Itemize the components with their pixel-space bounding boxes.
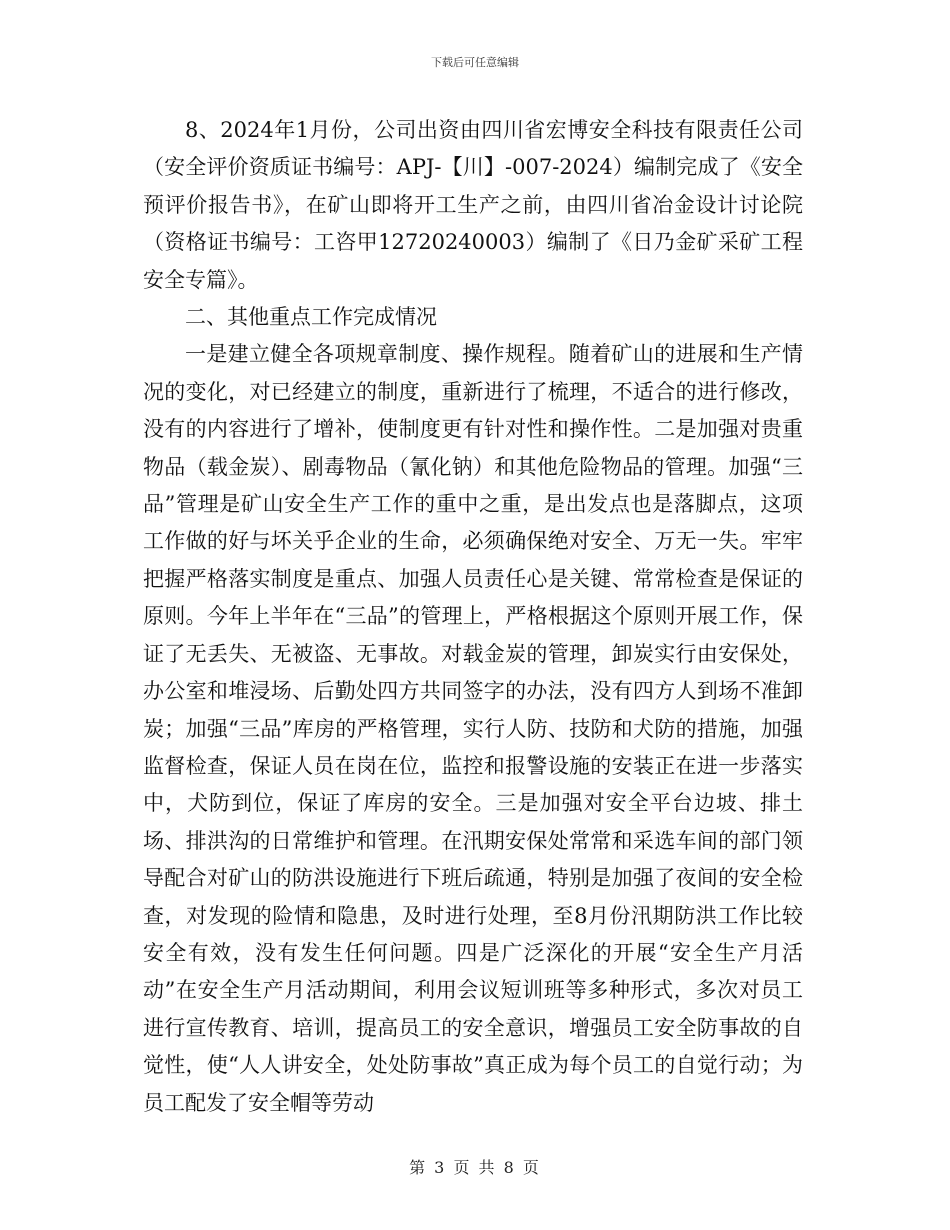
paragraph-other-work: 一是建立健全各项规章制度、操作规程。随着矿山的进展和生产情况的变化，对已经建立的制度，重新进行了梳理，不适合的进行修改，没有的内容进行了增补，使制度更有针对性和操作性。二是加强对贵重物品（载金炭）、剧毒物品（氰化钠）和其他危险物品的管理。加强“三品”管理是矿山安全生产工作的重中之重，是出发点也是落脚点，这项工作做的好与坏关乎企业的生命，必须确保绝对安全、万无一失。牢牢把握严格落实制度是重点、加强人员责任心是关键、常常检查是保证的原则。今年上半年在“三品”的管理上，严格根据这个原则开展工作，保证了无丢失、无被盗、无事故。对载金炭的管理，卸炭实行由安保处，办公室和堆浸场、后勤处四方共同签字的办法，没有四方人到场不准卸炭；加强“三品”库房的严格管理，实行人防、技防和犬防的措施，加强监督检查，保证人员在岗在位，监控和报警设施的安装正在进一步落实中，犬防到位，保证了库房的安全。三是加强对安全平台边坡、排土场、排洪沟的日常维护和管理。在汛期安保处常常和采选车间的部门领导配合对矿山的防洪设施进行下班后疏通，特别是加强了夜间的安全检查，对发现的险情和隐患，及时进行处理，至8月份汛期防洪工作比较安全有效，没有发生任何问题。四是广泛深化的开展“安全生产月活动”在安全生产月活动期间，利用会议短训班等多种形式，多次对员工进行宣传教育、培训，提高员工的安全意识，增强员工安全防事故的自觉性，使“人人讲安全，处处防事故”真正成为每个员工的自觉行动；为员工配发了安全帽等劳动 bbox=[143, 342, 803, 1115]
page-header: 下载后可任意编辑 bbox=[431, 56, 519, 69]
paragraph-item-8: 8、2024年1月份，公司出资由四川省宏博安全科技有限责任公司（安全评价资质证书编号：APJ-【川】-007-2024）编制完成了《安全预评价报告书》，在矿山即将开工生产之前，由四川省冶金设计讨论院（资格证书编号：工咨甲12720240003）编制了《日乃金矿采矿工程安全专篇》。 bbox=[143, 118, 803, 292]
section-heading-other-work: 二、其他重点工作完成情况 bbox=[185, 305, 437, 330]
page-footer: 第 3 页 共 8 页 bbox=[409, 1158, 541, 1177]
document-body bbox=[143, 112, 803, 1122]
